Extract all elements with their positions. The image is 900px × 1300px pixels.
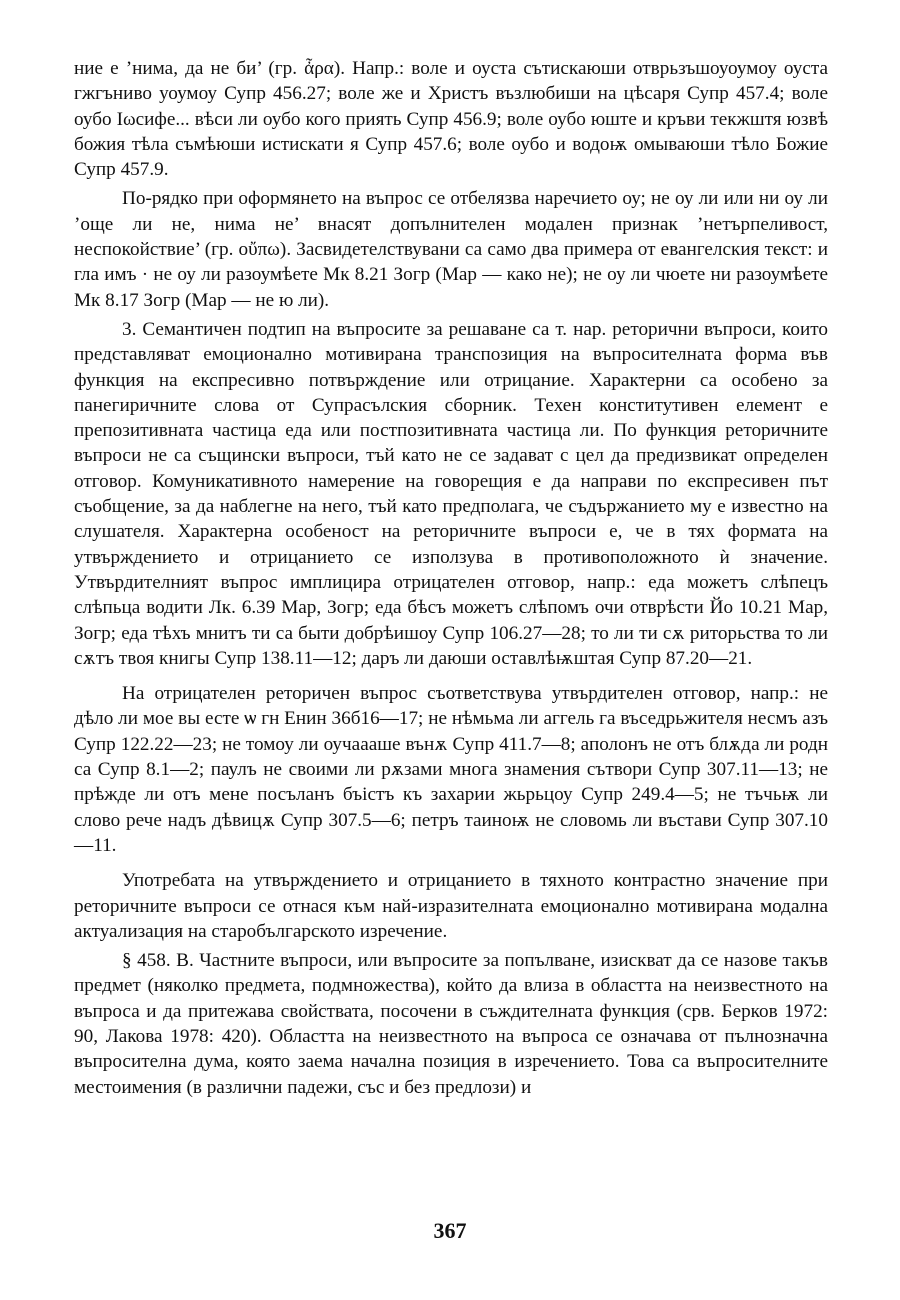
paragraph-section-458: § 458. В. Частните въпроси, или въпросите за попълване, изискват да се назове такъв предмет (няколко предмета, подмножества), който да влиза в областта на неизвестното на въпроса и да притежава свойствата, посочени в съждителната функция (срв. Берков 1972: 90, Лакова 1978: 420). Областта на неизвестното на въпроса се означава от пълнозначна въпросителна дума, която заема начална позиция в изречението. Това са въпросителните местоимения (в различни падежи, със и без предлози) и [74, 950, 828, 1098]
paragraph-examples-vole: ние е ’нима, да не би’ (гр. ἆρα). Напр.: воле и оуста сътискаюши отврьзъшоуоумоу оуста гжгъниво уоумоу Супр 456.27; воле же и Христъ възлюбиши на цѣсаря Супр 457.4; воле оубо Іωсифе... вѣси ли оубо кого приять Супр 456.9; воле оубо юште и кръви текжштя юзвѣ божия тѣла съмѣюши истискати я Супр 457.6; воле оубо и водоѭ омываюши тѣло Божие Супр 457.9. [74, 58, 828, 181]
paragraph-negative-rhetorical: На отрицателен реторичен въпрос съответствува утвърдителен отговор, напр.: не дѣло ли мое вы есте ѡ гн Енин 36б16—17; не нѣмьма ли аггель га въседрьжителя несмъ азъ Супр 122.22—23; не томоу ли оучаааше вънѫ Супр 411.7—8; аполонъ не отъ блѫда ли родн са Супр 8.1—2; паулъ не своими ли рѫзами многа знамения сътвори Супр 307.11—13; не прѣжде ли отъ мене посъланъ бъістъ къ захарии жьрьцоу Супр 249.4—5; не тъчьѭ ли слово рече надъ дѣвицѫ Супр 307.5—6; петръ таиноѭ не словомь ли въстави Супр 307.10—11. [74, 683, 828, 856]
body-text [74, 56, 828, 1100]
page-number: 367 [433, 1218, 467, 1243]
paragraph-ou-questions: По-рядко при оформянето на въпрос се отбелязва наречието оу; не оу ли или ни оу ли ’още ли не, нима не’ внасят допълнителен модален признак ’нетърпеливост, неспокойствие’ (гр. οὔπω). Засвидетелствувани са само два примера от евангелския текст: и гла имъ · не оу ли разоумѣете Мк 8.21 Зогр (Мар — како не); не оу ли чюете ни разоумѣете Мк 8.17 Зогр (Мар — не ю ли). [74, 188, 828, 311]
paragraph-rhetorical-questions: 3. Семантичен подтип на въпросите за решаване са т. нар. реторични въпроси, които представляват емоционално мотивирана транспозиция на въпросителната форма във функция на експресивно потвърждение или отрицание. Характерни са особено за панегиричните слова от Супрасълския сборник. Техен конститутивен елемент е препозитивната частица еда или постпозитивната частица ли. По функция реторичните въпроси не са същински въпроси, тъй като не се задават с цел да предизвикат определен отговор. Комуникативното намерение на говорещия е да направи по експресивен път съобщение, за да наблегне на него, тъй като предполага, че съдържанието му е известно на слушателя. Характерна особеност на реторичните въпроси е, че в тях формата на утвърждението и отрицанието се използува в противоположното ѝ значение. Утвърдителният въпрос имплицира отрицателен отговор, напр.: еда можетъ слѣпецъ слѣпьца водити Лк. 6.39 Мар, Зогр; еда бѣсъ можетъ слѣпомъ очи отврѣсти Йо 10.21 Мар, Зогр; еда тѣхъ мнитъ ти са быти добрѣишоу Супр 106.27—28; то ли ти сѫ риторьства то ли сѫтъ твоя книгы Супр 138.11—12; даръ ли даюши оставлѣѭштая Супр 87.20—21. [74, 318, 828, 669]
paragraph-usage-summary: Употребата на утвърждението и отрицанието в тяхното контрастно значение при реторичните въпроси се отнася към най-изразителната емоционално мотивирана модална актуализация на старобългарското изречение. [74, 870, 828, 942]
